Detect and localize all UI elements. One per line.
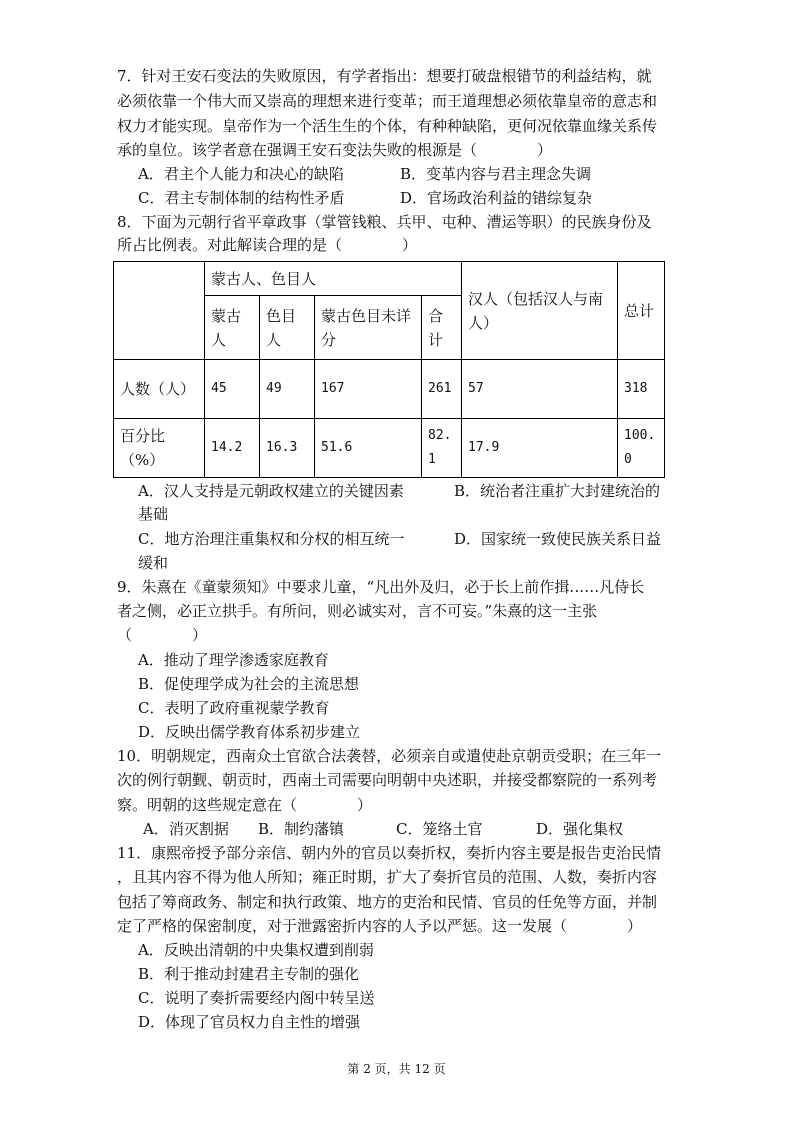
cell-count-semu: 49: [260, 360, 315, 419]
q11-option-a: A．反映出清朝的中央集权遭到削弱: [138, 941, 374, 959]
header-total: 总计: [618, 262, 665, 360]
q10-option-b: B．制约藩镇: [258, 820, 345, 838]
q7-option-a: A．君主个人能力和决心的缺陷: [138, 165, 344, 183]
q11-option-c: C．说明了奏折需要经内阁中转呈送: [138, 989, 375, 1007]
q7-line-1: 7．针对王安石变法的失败原因，有学者指出：想要打破盘根错节的利益结构，就: [117, 67, 652, 85]
q8-option-b: B．统治者注重扩大封建统治的: [454, 482, 661, 500]
q10-line-2: 次的例行朝觐、朝贡时，西南土司需要向明朝中央述职，并接受都察院的一系列考: [117, 771, 658, 789]
cell-percent-han: 17.9: [462, 419, 618, 478]
page-number-footer: 第 2 页，共 12 页: [347, 1062, 446, 1076]
q7-option-b: B．变革内容与君主理念失调: [400, 165, 592, 183]
q8-option-d-cont: 缓和: [138, 554, 169, 572]
q9-option-d: D．反映出儒学教育体系初步建立: [138, 723, 361, 741]
q9-option-c: C．表明了政府重视蒙学教育: [138, 699, 330, 717]
q10-option-d: D．强化集权: [536, 820, 624, 838]
cell-percent-subtotal: 82.1: [422, 419, 462, 478]
ethnicity-table: [113, 261, 665, 478]
cell-count-total: 318: [618, 360, 665, 419]
subheader-subtotal: 合计: [422, 296, 462, 360]
q11-option-d: D．体现了官员权力自主性的增强: [138, 1013, 361, 1031]
q11-line-2: ，且其内容不得为他人所知；雍正时期，扩大了奏折官员的范围、人数，奏折内容: [117, 868, 658, 886]
q8-option-b-cont: 基础: [138, 505, 169, 523]
q9-line-3: （ ）: [117, 626, 208, 644]
q8-line-2: 所占比例表。对此解读合理的是（ ）: [117, 236, 418, 254]
subheader-semu: 色目人: [260, 296, 315, 360]
cell-count-subtotal: 261: [422, 360, 462, 419]
q10-line-1: 10．明朝规定，西南众土官欲合法袭替，必须亲自或遣使赴京朝贡受职；在三年一: [117, 747, 662, 765]
q7-option-c: C．君主专制体制的结构性矛盾: [138, 189, 345, 207]
q9-line-2: 者之侧，必正立拱手。有所问，则必诚实对，言不可妄。”朱熹的这一主张: [117, 602, 598, 620]
q7-line-4: 承的皇位。该学者意在强调王安石变法失败的根源是（ ）: [117, 141, 553, 159]
row-label-percent: 百分比（%）: [114, 419, 205, 478]
table-row: [114, 419, 665, 478]
q10-line-3: 察。明朝的这些规定意在（ ）: [117, 796, 373, 814]
q9-option-b: B．促使理学成为社会的主流思想: [138, 675, 360, 693]
row-label-count: 人数（人）: [114, 360, 205, 419]
q10-option-c: C．笼络土官: [396, 820, 483, 838]
q11-line-4: 定了严格的保密制度，对于泄露密折内容的人予以严惩。这一发展（ ）: [117, 917, 643, 935]
cell-percent-semu: 16.3: [260, 419, 315, 478]
cell-percent-unspecified: 51.6: [315, 419, 422, 478]
q7-line-3: 权力才能实现。皇帝作为一个活生生的个体，有种种缺陷，更何况依靠血缘关系传: [117, 117, 658, 135]
table-row: [114, 360, 665, 419]
q7-line-2: 必须依靠一个伟大而又崇高的理想来进行变革；而王道理想必须依靠皇帝的意志和: [117, 92, 658, 110]
q8-option-d: D．国家统一致使民族关系日益: [454, 530, 662, 548]
q8-option-c: C．地方治理注重集权和分权的相互统一: [138, 530, 405, 548]
header-han: 汉人（包括汉人与南人）: [462, 262, 618, 360]
cell-percent-mongol: 14.2: [205, 419, 260, 478]
q10-option-a: A．消灭割据: [143, 820, 229, 838]
subheader-mongol: 蒙古人: [205, 296, 260, 360]
q11-line-1: 11．康熙帝授予部分亲信、朝内外的官员以奏折权，奏折内容主要是报告吏治民情: [117, 844, 662, 862]
q9-option-a: A．推动了理学渗透家庭教育: [138, 651, 329, 669]
q11-option-b: B．利于推动封建君主专制的强化: [138, 965, 360, 983]
group-header-mongol-semu: 蒙古人、色目人: [205, 262, 462, 296]
cell-count-unspecified: 167: [315, 360, 422, 419]
cell-count-han: 57: [462, 360, 618, 419]
q8-option-a: A．汉人支持是元朝政权建立的关键因素: [138, 482, 404, 500]
cell-count-mongol: 45: [205, 360, 260, 419]
q8-line-1: 8．下面为元朝行省平章政事（掌管钱粮、兵甲、屯种、漕运等职）的民族身份及: [117, 213, 652, 231]
cell-percent-total: 100.0: [618, 419, 665, 478]
q9-line-1: 9．朱熹在《童蒙须知》中要求儿童，“凡出外及归，必于长上前作揖……凡侍长: [117, 578, 645, 596]
table-corner-cell: [114, 262, 205, 360]
q7-option-d: D．官场政治利益的错综复杂: [400, 189, 593, 207]
subheader-unspecified: 蒙古色目未详分: [315, 296, 422, 360]
q11-line-3: 包括了筹商政务、制定和执行政策、地方的吏治和民情、官员的任免等方面，并制: [117, 893, 658, 911]
